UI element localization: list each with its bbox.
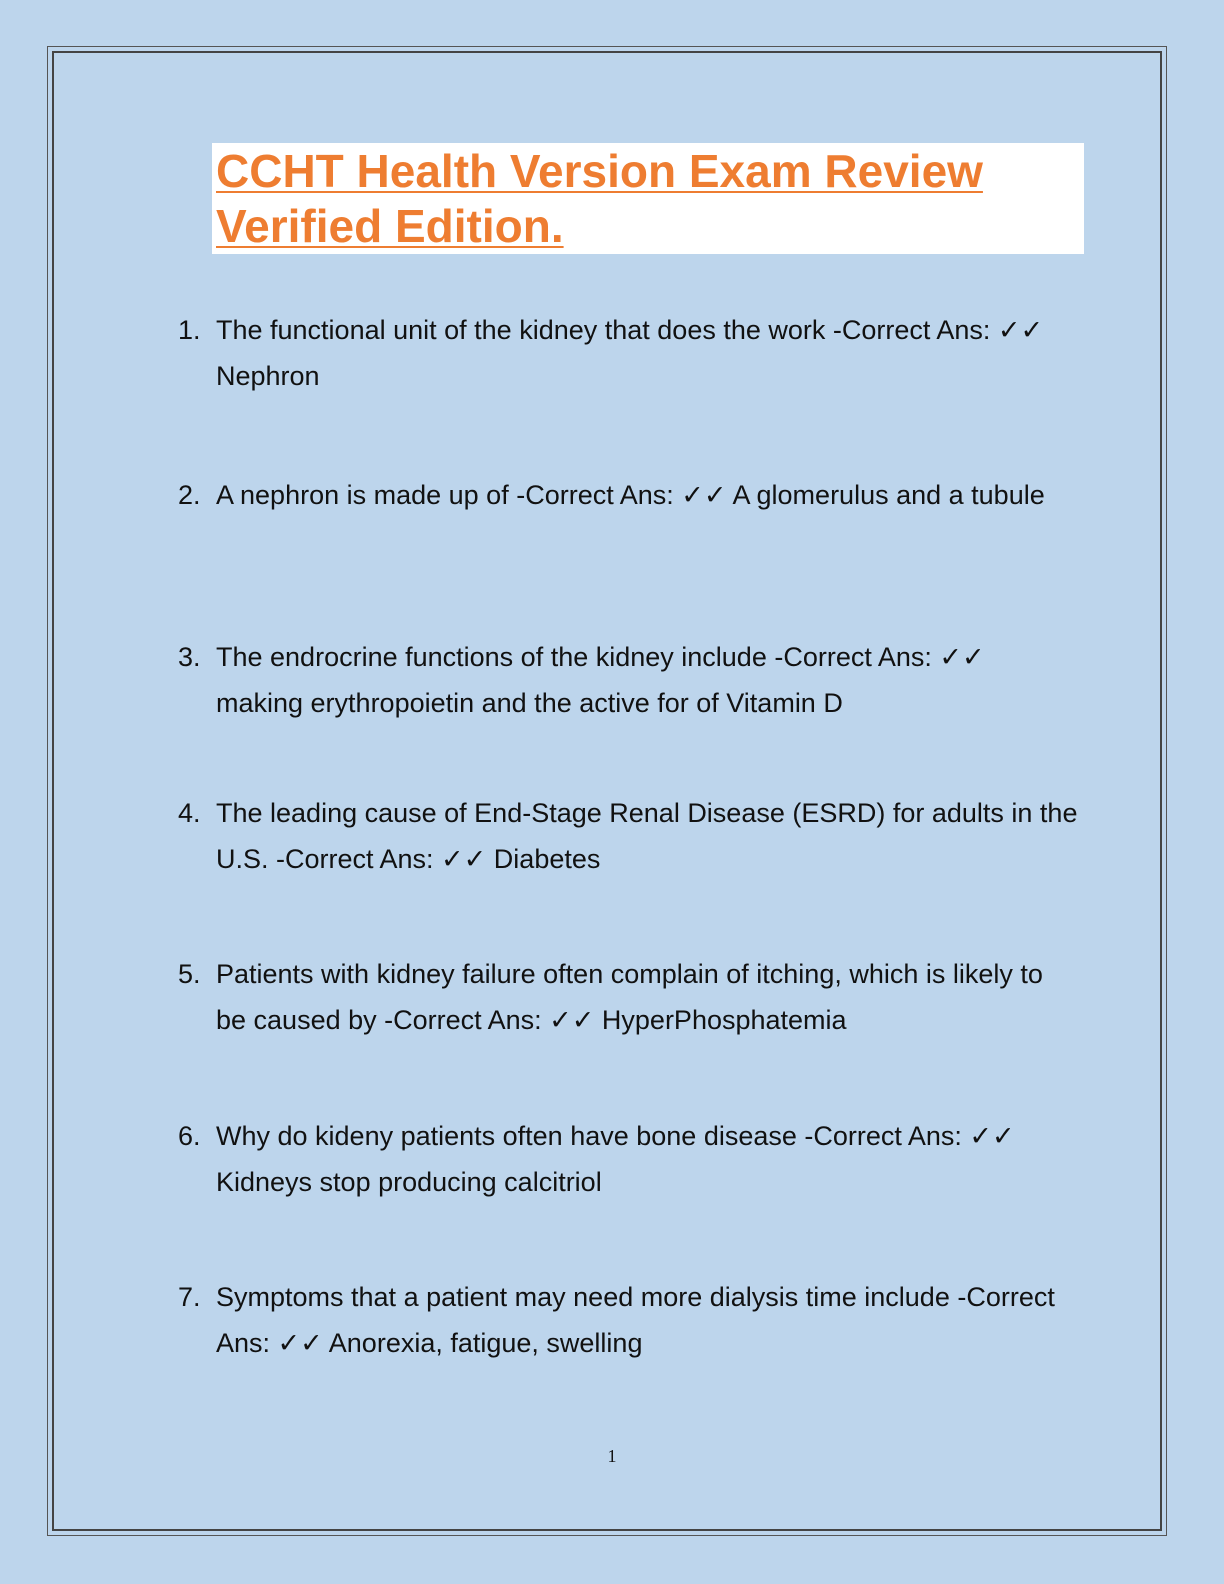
page-number: 1: [607, 1446, 617, 1466]
question-item-4: [178, 790, 1078, 882]
question-text: Patients with kidney failure often complain of itching, which is likely to be caused by -Correct Ans: ✓✓ HyperPhosphatemia: [216, 959, 1043, 1035]
question-number: 5.: [178, 959, 201, 989]
question-item-7: [178, 1274, 1078, 1366]
question-number: 4.: [178, 798, 201, 828]
question-number: 7.: [178, 1282, 201, 1312]
question-item-6: [178, 1113, 1078, 1205]
question-text: Symptoms that a patient may need more dialysis time include -Correct Ans: ✓✓ Anorexia, fatigue, swelling: [216, 1282, 1055, 1358]
question-text: The leading cause of End-Stage Renal Disease (ESRD) for adults in the U.S. -Correct Ans: ✓✓ Diabetes: [216, 798, 1078, 874]
question-text: The functional unit of the kidney that does the work -Correct Ans: ✓✓ Nephron: [216, 315, 1044, 391]
question-text: Why do kideny patients often have bone disease -Correct Ans: ✓✓ Kidneys stop producing calcitriol: [216, 1121, 1015, 1197]
question-number: 6.: [178, 1121, 201, 1151]
question-number: 1.: [178, 315, 201, 345]
question-item-2: [178, 472, 1078, 518]
question-text: The endrocrine functions of the kidney include -Correct Ans: ✓✓ making erythropoietin and the active for of Vitamin D: [216, 642, 985, 718]
question-number: 2.: [178, 480, 201, 510]
question-item-1: [178, 307, 1078, 399]
question-item-3: [178, 634, 1078, 726]
question-number: 3.: [178, 642, 201, 672]
question-item-5: [178, 951, 1078, 1043]
document-title: CCHT Health Version Exam Review Verified Edition.: [216, 145, 983, 252]
question-text: A nephron is made up of -Correct Ans: ✓✓ A glomerulus and a tubule: [216, 480, 1045, 510]
